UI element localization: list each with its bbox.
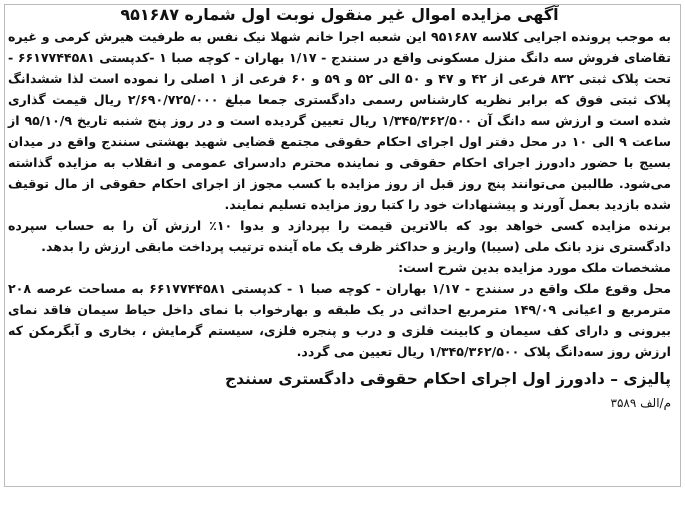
paragraph-property-details: محل وقوع ملک واقع در سنندج - ۱/۱۷ بهاران - کوچه صبا ۱ - کدپستی ۶۶۱۷۷۴۴۵۸۱ به مساحت عرصه ۲۰۸ مترمربع و اعیانی ۱۴۹/۰۹ مترمربع احداثی در یک طبقه و بهارخواب با نمای داخل حیاط سیمان فاقد نمای بیرونی و دارای کف سیمان و کابینت فلزی و درب و پنجره فلزی، سیستم گرمایش ، بخاری و آبگرمکن که ارزش روز سه‌دانگ پلاک ۱/۳۴۵/۳۶۲/۵۰۰ ریال تعیین می گردد. — [8, 281, 671, 359]
reference-number: م/الف ۳۵۸۹ — [610, 396, 671, 410]
paragraph-winner-terms: برنده مزایده کسی خواهد بود که بالاترین قیمت را بپردازد و بدوا ۱۰٪ ارزش آن را به حساب سپرده دادگستری نزد بانک ملی (سیبا) واریز و حداکثر ظرف یک ماه آینده ترتیب پرداخت مابقی ارزش را بدهد. — [8, 218, 671, 254]
signature-line: پالیزی – دادورز اول اجرای احکام حقوقی دادگستری سنندج — [224, 370, 671, 388]
paragraph-property-heading: مشخصات ملک مورد مزایده بدین شرح است: — [398, 260, 671, 275]
notice-title: آگهی مزایده اموال غیر منقول نوبت اول شماره ۹۵۱۶۸۷ — [120, 5, 559, 24]
paragraph-case-details: به موجب پرونده اجرایی کلاسه ۹۵۱۶۸۷ این شعبه اجرا خانم شهلا نیک نفس به طرفیت هیرش کرمی و غیره تقاضای فروش سه دانگ منزل مسکونی واقع در سنندج - ۱/۱۷ بهاران - کوچه صبا ۱ -کدپستی ۶۶۱۷۷۴۴۵۸۱ - تحت پلاک ثبتی ۸۳۲ فرعی از ۴۲ و ۴۷ و ۵۰ الی ۵۲ و ۵۹ و ۶۰ فرعی از ۱ اصلی را نموده است لذا ششدانگ پلاک ثبتی فوق که برابر نظریه کارشناس رسمی دادگستری جمعا مبلغ ۲/۶۹۰/۷۲۵/۰۰۰ ریال قیمت گذاری شده است و ارزش سه دانگ آن ۱/۳۴۵/۳۶۲/۵۰۰ ریال تعیین گردیده است و در روز پنج شنبه تاریخ ۹۵/۱۰/۹ از ساعت ۹ الی ۱۰ در محل دفتر اول اجرای احکام حقوقی مجتمع قضایی شهید بهشتی سنندج واقع در میدان بسیج با حضور دادورز اجرای احکام حقوقی و نماینده محترم دادسرای عمومی و انقلاب به مزایده گذاشته می‌شود. طالبین می‌توانند پنج روز قبل از روز مزایده با کسب مجوز از اجرای احکام حقوقی از مال توقیف شده بازدید بعمل آورند و پیشنهادات خود را کتبا روز مزایده تسلیم نمایند. — [8, 29, 671, 212]
